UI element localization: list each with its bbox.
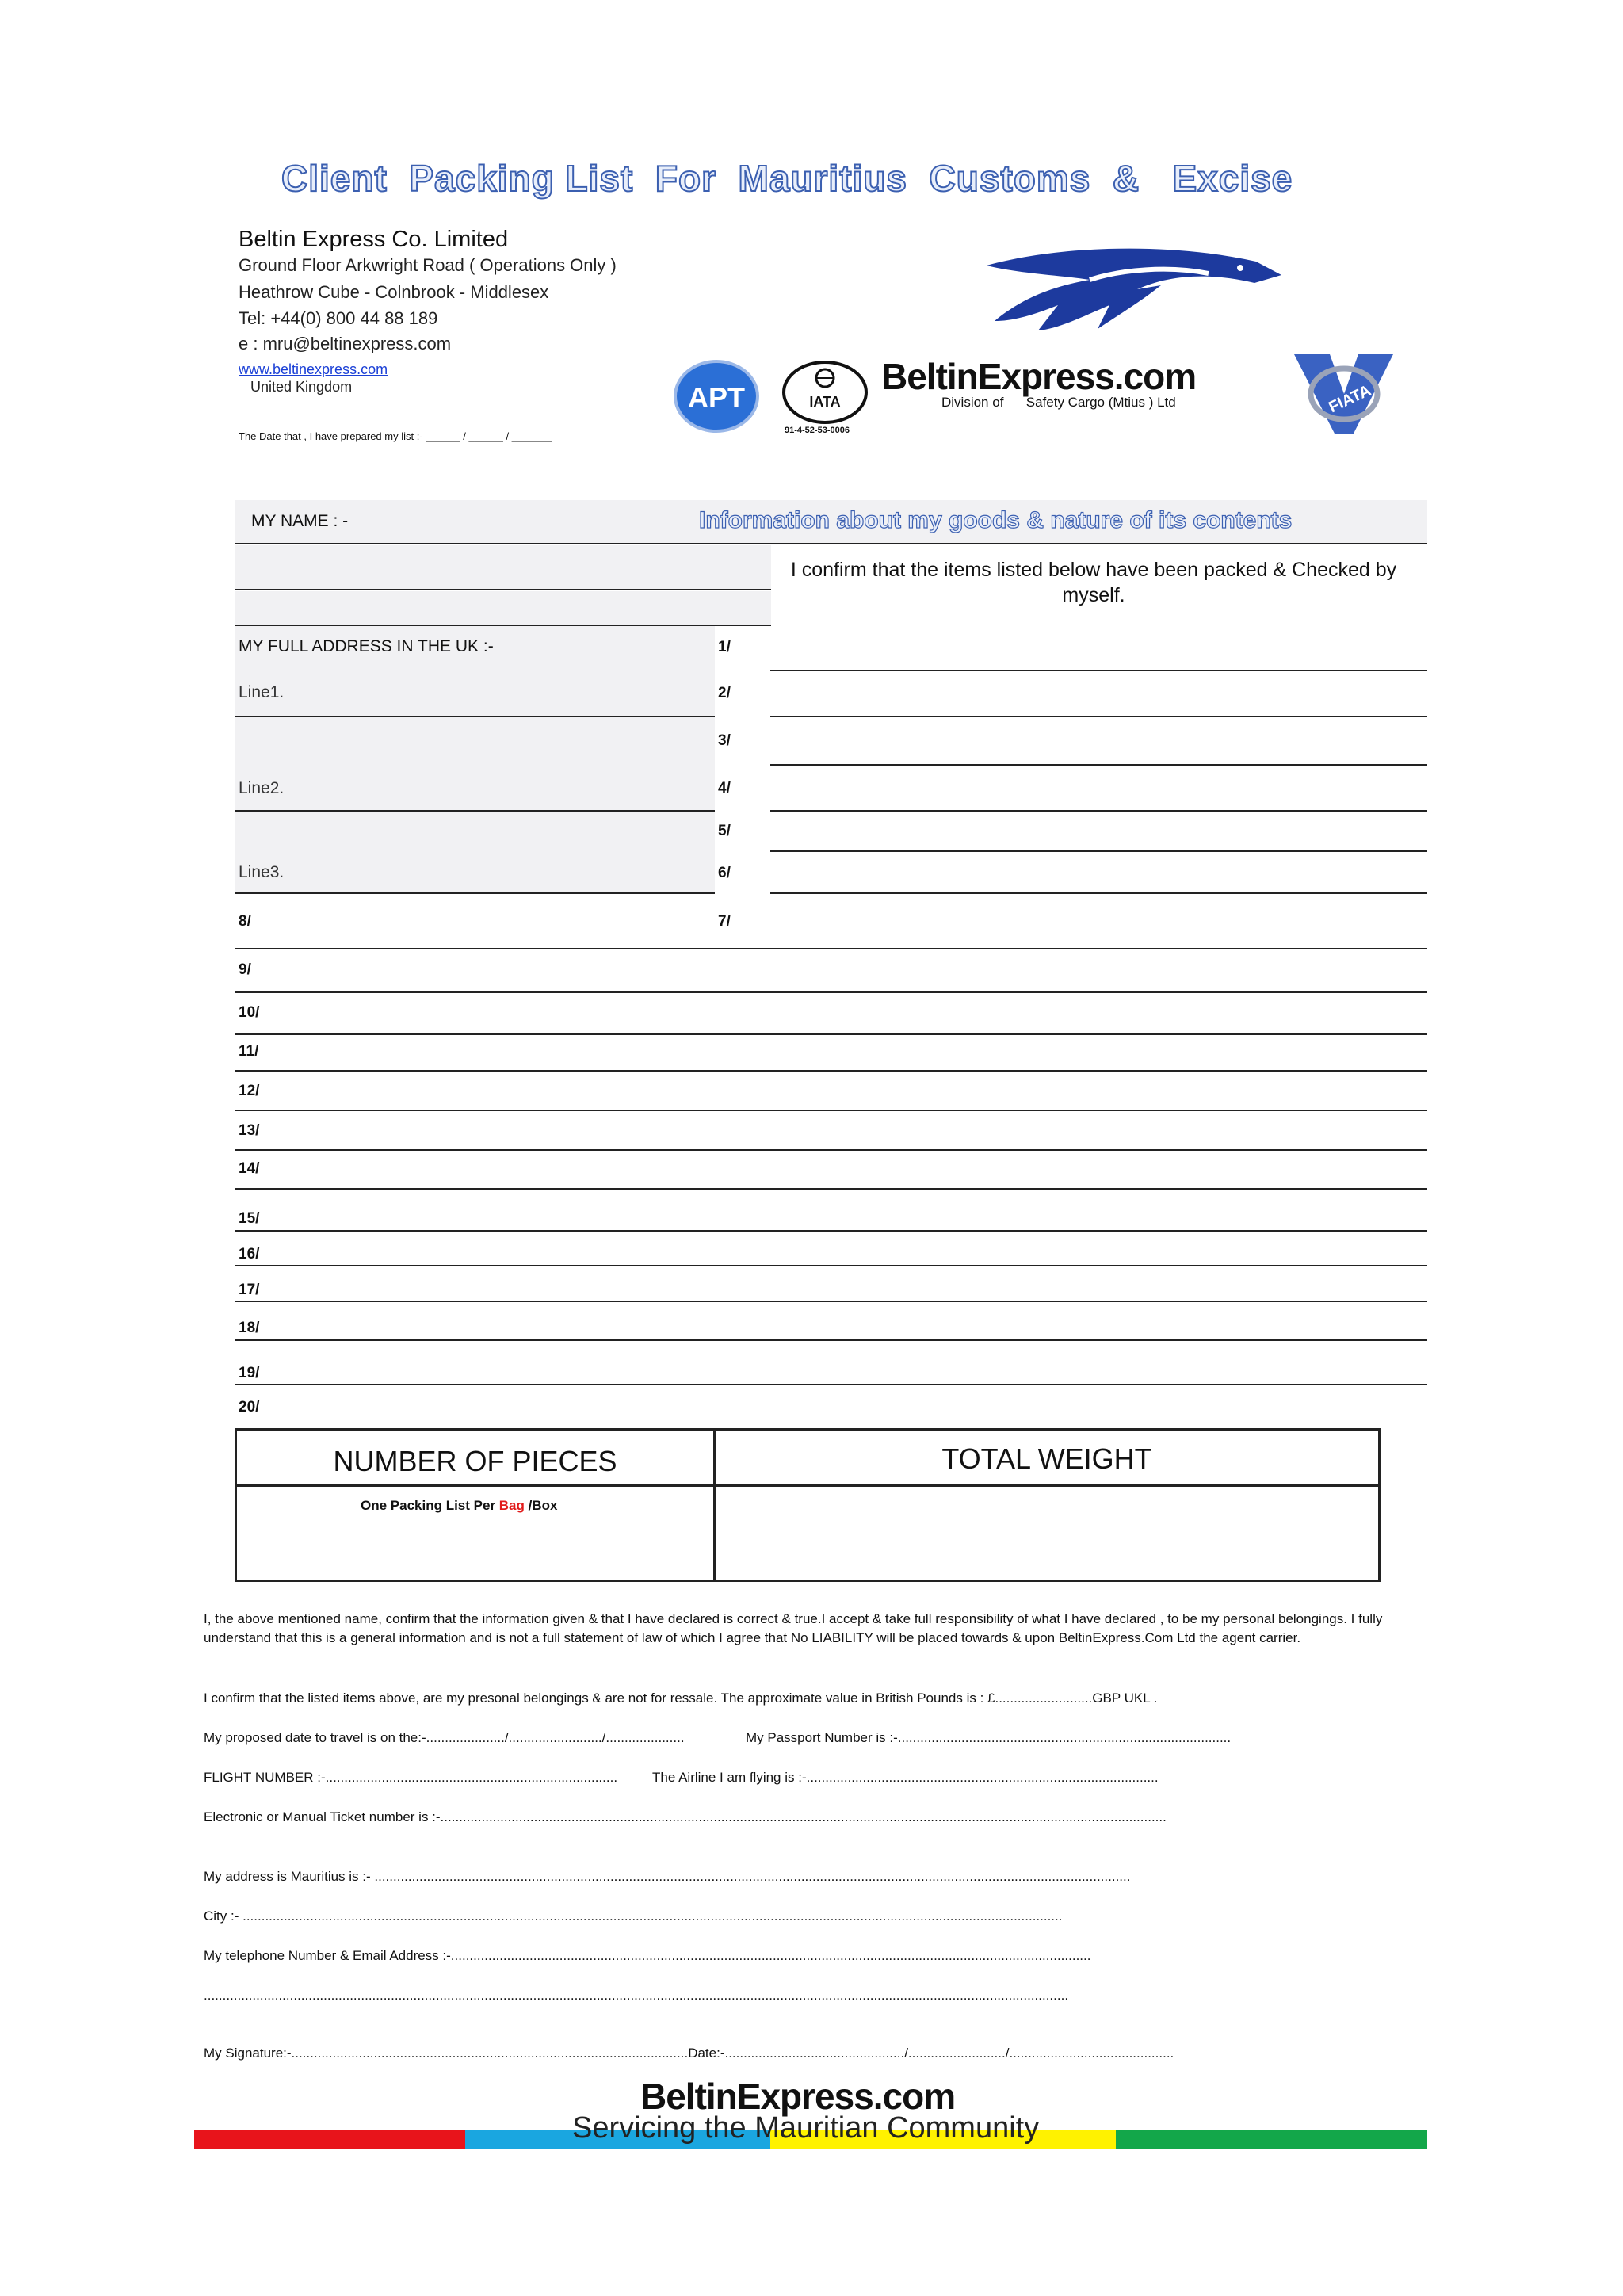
footer-stripe-green [1116, 2130, 1427, 2149]
item-line[interactable] [235, 1110, 1427, 1111]
phone-email-field[interactable]: My telephone Number & Email Address :-........................................................................................................................................................................... [204, 1948, 1091, 1963]
item-number: 13/ [239, 1122, 260, 1139]
airline-field[interactable]: The Airline I am flying is :-.............................................................................................. [652, 1770, 1159, 1785]
signature-date-field[interactable]: My Signature:-..........................................................................................................Date:-................................................/........................../............................................ [204, 2046, 1174, 2061]
company-name: Beltin Express Co. Limited [239, 227, 509, 252]
item-number: 7/ [718, 913, 731, 930]
my-name-label: MY NAME : - [251, 512, 349, 530]
company-address-2: Heathrow Cube - Colnbrook - Middlesex [239, 282, 549, 302]
item-line[interactable] [235, 1230, 1427, 1232]
ticket-number-field[interactable]: Electronic or Manual Ticket number is :-.................................................................................................................................................................................................. [204, 1809, 1167, 1824]
item-number: 15/ [239, 1210, 260, 1227]
brand-logo: BeltinExpress.com [881, 356, 1197, 397]
item-line[interactable] [235, 1265, 1427, 1266]
iata-logo-icon [781, 359, 869, 426]
iata-number: 91-4-52-53-0006 [785, 426, 850, 435]
item-line[interactable] [770, 892, 1427, 894]
item-number: 14/ [239, 1160, 260, 1177]
item-number: 19/ [239, 1365, 260, 1381]
address-line3-label: Line3. [239, 863, 285, 881]
item-number: 8/ [239, 913, 251, 930]
item-number: 20/ [239, 1399, 260, 1415]
info-heading: Information about my goods & nature of its contents [699, 507, 1293, 533]
apt-logo-text: APT [688, 381, 745, 414]
item-line[interactable] [235, 1149, 1427, 1151]
flight-number-field[interactable]: FLIGHT NUMBER :-.............................................................................. [204, 1770, 618, 1785]
weight-input[interactable] [716, 1487, 1378, 1580]
travel-date-field[interactable]: My proposed date to travel is on the:-...................../........................./..................... [204, 1730, 685, 1745]
name-field-1[interactable] [235, 545, 771, 589]
item-number: 10/ [239, 1004, 260, 1021]
date-prepared-line: The Date that , I have prepared my list :- ______ / ______ / _______ [239, 430, 552, 442]
company-country: United Kingdom [250, 379, 353, 395]
eagle-logo-icon [971, 242, 1288, 337]
company-website-link[interactable]: www.beltinexpress.com [239, 361, 388, 377]
item-line[interactable] [235, 991, 1427, 993]
company-tel: Tel: +44(0) 800 44 88 189 [239, 308, 438, 328]
divider [235, 543, 1427, 544]
city-field[interactable]: City :- ........................................................................................................................................................................................................................... [204, 1908, 1063, 1924]
item-number: 4/ [718, 780, 731, 797]
value-statement: I confirm that the listed items above, are my presonal belongings & are not for ressale. The approximate value in British Pounds is : £..........................GBP UKL . [204, 1690, 1158, 1706]
fiata-logo-text: FIATA [1326, 381, 1374, 417]
address-label: MY FULL ADDRESS IN THE UK :- [239, 637, 494, 655]
item-number: 18/ [239, 1320, 260, 1336]
item-line[interactable] [235, 948, 1427, 949]
pieces-input[interactable] [237, 1487, 713, 1580]
item-number: 12/ [239, 1083, 260, 1099]
item-number: 17/ [239, 1282, 260, 1298]
fiata-logo-icon [1282, 346, 1405, 441]
divider [235, 892, 715, 894]
item-line[interactable] [235, 1033, 1427, 1035]
name-field-2[interactable] [235, 591, 771, 625]
item-line[interactable] [770, 764, 1427, 766]
iata-logo-text: IATA [809, 394, 841, 410]
company-address-1: Ground Floor Arkwright Road ( Operations Only ) [239, 255, 617, 275]
item-line[interactable] [235, 1188, 1427, 1190]
footer-stripe-red [194, 2130, 465, 2149]
footer-brand: BeltinExpress.com [640, 2076, 956, 2117]
item-line[interactable] [770, 850, 1427, 852]
division-text: Division of Safety Cargo (Mtius ) Ltd [941, 395, 1176, 410]
one-packing-note: One Packing List Per Bag /Box [361, 1498, 558, 1513]
item-number: 3/ [718, 732, 731, 749]
address-line1-label: Line1. [239, 683, 285, 701]
divider [235, 810, 715, 812]
confirm-text: I confirm that the items listed below have been packed & Checked by myself. [790, 559, 1397, 606]
item-number: 1/ [718, 639, 731, 655]
item-number: 6/ [718, 865, 731, 881]
divider [235, 589, 771, 590]
item-number: 9/ [239, 961, 251, 978]
item-number: 16/ [239, 1246, 260, 1263]
divider [235, 716, 715, 717]
footer-tagline: Servicing the Mauritian Community [572, 2111, 1040, 2145]
item-line[interactable] [770, 716, 1427, 717]
item-line[interactable] [235, 1301, 1427, 1302]
page-title: Client Packing List For Mauritius Customs & Excise [281, 158, 1293, 199]
weight-header: TOTAL WEIGHT [941, 1442, 1152, 1475]
item-number: 11/ [239, 1043, 259, 1060]
item-line[interactable] [235, 1384, 1427, 1385]
apt-logo-icon [672, 358, 761, 434]
declaration-paragraph: I, the above mentioned name, confirm that the information given & that I have declared is correct & true.I accept & take full responsibility of what I have declared , to be my personal belongings. I fully understand that this is a general information and is not a full statement of law of which I agree that No LIABILITY will be placed towards & upon BeltinExpress.Com Ltd the agent carrier. [204, 1611, 1383, 1645]
passport-field[interactable]: My Passport Number is :-......................................................................................... [746, 1730, 1232, 1745]
address-line2-label: Line2. [239, 779, 285, 797]
item-number: 2/ [718, 685, 731, 701]
extra-contact-field[interactable]: ....................................................................................................................................................................................................................................... [204, 1988, 1069, 2003]
item-line[interactable] [235, 1070, 1427, 1072]
item-line[interactable] [770, 670, 1427, 671]
mauritius-address-field[interactable]: My address is Mauritius is :- .......................................................................................................................................................................................................... [204, 1869, 1131, 1884]
item-line[interactable] [235, 1339, 1427, 1341]
item-number: 5/ [718, 823, 731, 839]
pieces-header: NUMBER OF PIECES [333, 1445, 617, 1477]
item-line[interactable] [770, 810, 1427, 812]
address-block[interactable] [235, 626, 715, 892]
company-email: e : mru@beltinexpress.com [239, 334, 452, 353]
